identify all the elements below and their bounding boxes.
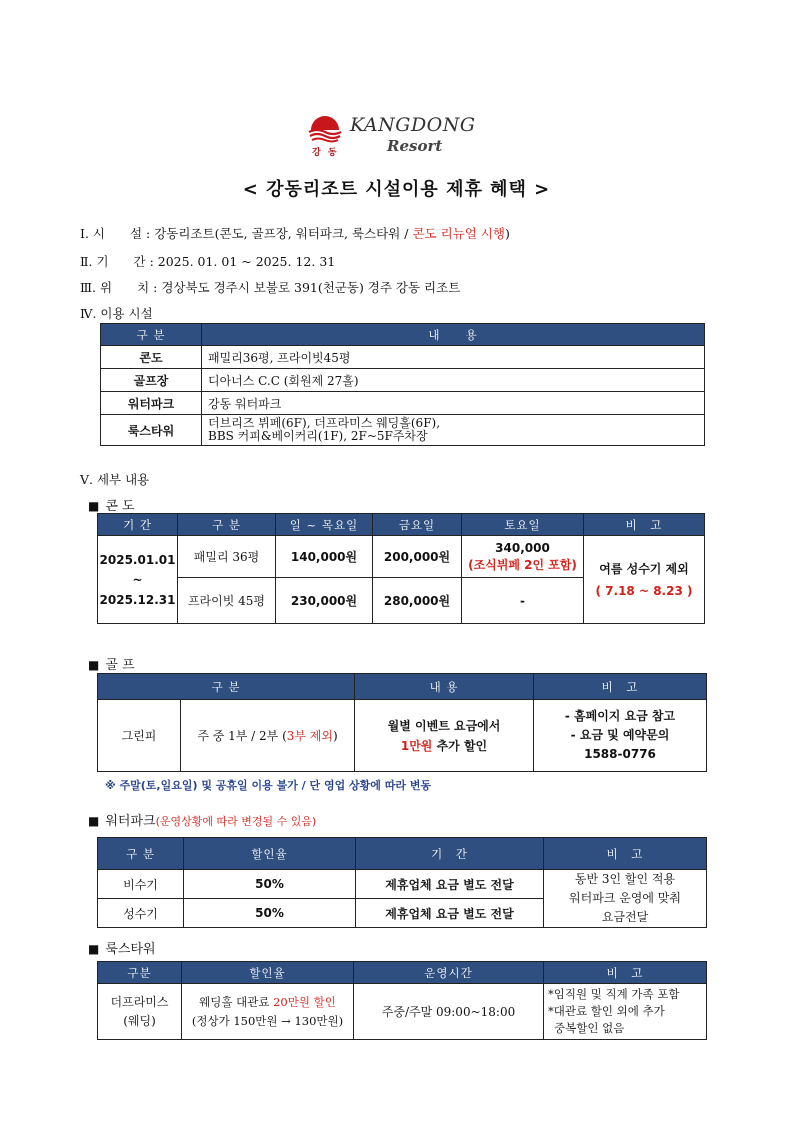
table-header: 구분 [98,962,182,984]
table-row [101,369,705,392]
table-header: 기 간 [356,838,544,870]
golf-heading-text: 골 프 [105,658,135,673]
waterpark-table [97,837,707,928]
table-row [101,392,705,415]
info-facility-label: Ⅰ. 시 설 : [80,226,151,241]
info-period-value: 2025. 01. 01 ~ 2025. 12. 31 [157,254,336,269]
info-location-value: 경상북도 경주시 보불로 391(천군동) 경주 강동 리조트 [161,280,461,295]
golf-remark [534,700,707,772]
facility-name: 룩스타워 [101,415,202,446]
golf-detail [181,700,355,772]
logo-sub: Resort [387,137,443,155]
info-facility [80,224,510,242]
table-header: 비 고 [544,838,707,870]
golf-note: ※ 주말(토,일요일) 및 공휴일 이용 불가 / 단 영업 상황에 따라 변동 [105,779,432,792]
facility-name: 콘도 [101,346,202,369]
waterpark-remark [544,870,707,928]
facility-content [202,415,705,446]
square-bullet-icon: ■ [88,499,100,513]
luxtower-table [97,961,707,1040]
condo-heading [88,495,135,514]
condo-friday: 280,000원 [373,578,462,624]
luxtower-remark-line: 중복할인 없음 [554,1021,625,1035]
condo-period-end: 2025.12.31 [99,592,176,607]
condo-saturday [462,536,584,578]
luxtower-name-line: (웨딩) [123,1013,156,1028]
luxtower-heading-text: 룩스타워 [105,942,156,957]
condo-saturday-note: (조식뷔페 2인 포함) [468,557,577,572]
info-period [80,252,335,270]
golf-content-line: 월별 이벤트 요금에서 [387,718,501,733]
facility-content: 패밀리36평, 프라이빗45평 [202,346,705,369]
info-location [80,278,460,296]
golf-heading [88,654,135,673]
table-header: 할인율 [182,962,354,984]
golf-content [355,700,534,772]
golf-detail-text: 주 중 1부 / 2부 ( [197,729,287,743]
condo-heading-text: 콘 도 [105,499,135,514]
waterpark-heading [88,810,316,829]
info-facility-highlight: 콘도 리뉴얼 시행 [412,226,505,241]
facility-content: 디아너스 C.C (회원제 27홀) [202,369,705,392]
condo-remark-text: 여름 성수기 제외 [599,561,689,576]
table-header: 비 고 [544,962,707,984]
logo-brand: KANGDONG [350,114,476,136]
table-header: 비 고 [534,674,707,700]
facility-name: 워터파크 [101,392,202,415]
waterpark-season: 성수기 [98,899,184,928]
golf-content-red: 1만원 [400,738,433,753]
table-row [101,415,705,446]
table-header: 기 간 [98,514,178,536]
facilities-table [100,323,705,446]
table-row [98,870,707,899]
golf-remark-line: - 홈페이지 요금 참고 [564,709,676,723]
golf-remark-phone: 1588-0776 [584,747,656,761]
resort-logo [305,108,485,160]
info-facility-tail: ) [504,226,510,241]
waterpark-remark-line: 워터파크 운영에 맞춰 [569,891,681,905]
table-header: 내 용 [202,324,705,346]
luxtower-remark [544,984,707,1040]
table-header: 내 용 [355,674,534,700]
facility-content: 강동 워터파크 [202,392,705,415]
condo-saturday-price: 340,000 [495,540,550,555]
luxtower-name [98,984,182,1040]
facility-name: 골프장 [101,369,202,392]
luxtower-rate-normal: (정상가 150만원 → 130만원) [191,1013,344,1028]
square-bullet-icon: ■ [88,658,100,672]
table-row [98,700,707,772]
golf-name: 그린피 [98,700,181,772]
table-row [101,346,705,369]
logo-korean: 강 동 [312,148,339,158]
waterpark-remark-line: 요금전달 [601,910,649,924]
table-header: 토요일 [462,514,584,536]
condo-remark-period: ( 7.18 ~ 8.23 ) [595,583,693,598]
golf-detail-tail: ) [332,729,338,743]
luxtower-rate-red: 20만원 할인 [273,994,336,1009]
condo-saturday: - [462,578,584,624]
condo-weekday: 230,000원 [276,578,373,624]
table-header: 운영시간 [354,962,544,984]
table-row [98,984,707,1040]
table-header: 구 분 [98,674,355,700]
waterpark-heading-text: 워터파크 [105,814,156,829]
table-header: 구 분 [98,838,184,870]
info-location-label: Ⅲ. 위 치 : [80,280,158,295]
waterpark-period: 제휴업체 요금 별도 전달 [356,870,544,899]
waterpark-rate: 50% [184,870,356,899]
condo-weekday: 140,000원 [276,536,373,578]
condo-table [97,513,705,624]
condo-type: 패밀리 36평 [178,536,276,578]
waterpark-heading-note: (운영상황에 따라 변경될 수 있음) [155,815,317,828]
info-facility-value: 강동리조트(콘도, 골프장, 워터파크, 룩스타워 / [154,226,413,241]
table-header: 일 ~ 목요일 [276,514,373,536]
table-header: 구 분 [101,324,202,346]
luxtower-rate-text: 웨딩홀 대관료 [199,994,274,1009]
waterpark-rate: 50% [184,899,356,928]
condo-friday: 200,000원 [373,536,462,578]
table-header: 구 분 [178,514,276,536]
luxtower-rate [182,984,354,1040]
table-header: 할인율 [184,838,356,870]
facilities-heading: Ⅳ. 이용 시설 [80,306,153,321]
table-header: 금요일 [373,514,462,536]
condo-remark [584,536,705,624]
luxtower-hours: 주중/주말 09:00~18:00 [354,984,544,1040]
waterpark-remark-line: 동반 3인 할인 적용 [574,872,676,886]
golf-content-tail: 추가 할인 [432,738,488,753]
golf-table [97,673,707,772]
info-period-label: Ⅱ. 기 간 : [80,254,154,269]
condo-type: 프라이빗 45평 [178,578,276,624]
square-bullet-icon: ■ [88,814,100,828]
luxtower-remark-line: *임직원 및 직계 가족 포함 [548,987,680,1001]
waterpark-season: 비수기 [98,870,184,899]
table-header: 비 고 [584,514,705,536]
square-bullet-icon: ■ [88,942,100,956]
condo-period-sep: ~ [132,572,143,587]
luxtower-name-line: 더프라미스 [110,994,169,1009]
facility-content-line: BBS 커피&베이커리(1F), 2F~5F주차장 [208,429,428,443]
condo-period [98,536,178,624]
wave-logo-icon [305,108,345,148]
luxtower-heading [88,938,156,957]
table-row [98,536,705,578]
facility-content-line: 더브리즈 뷔페(6F), 더프라미스 웨딩홀(6F), [208,416,441,430]
detail-heading: Ⅴ. 세부 내용 [80,472,150,487]
golf-remark-line: - 요금 및 예약문의 [570,728,670,742]
waterpark-period: 제휴업체 요금 별도 전달 [356,899,544,928]
luxtower-remark-line: *대관료 할인 외에 추가 [548,1004,665,1018]
page-title: < 강동리조트 시설이용 제휴 혜택 > [242,179,551,200]
golf-detail-red: 3부 제외 [286,729,333,743]
condo-period-start: 2025.01.01 [99,552,176,567]
